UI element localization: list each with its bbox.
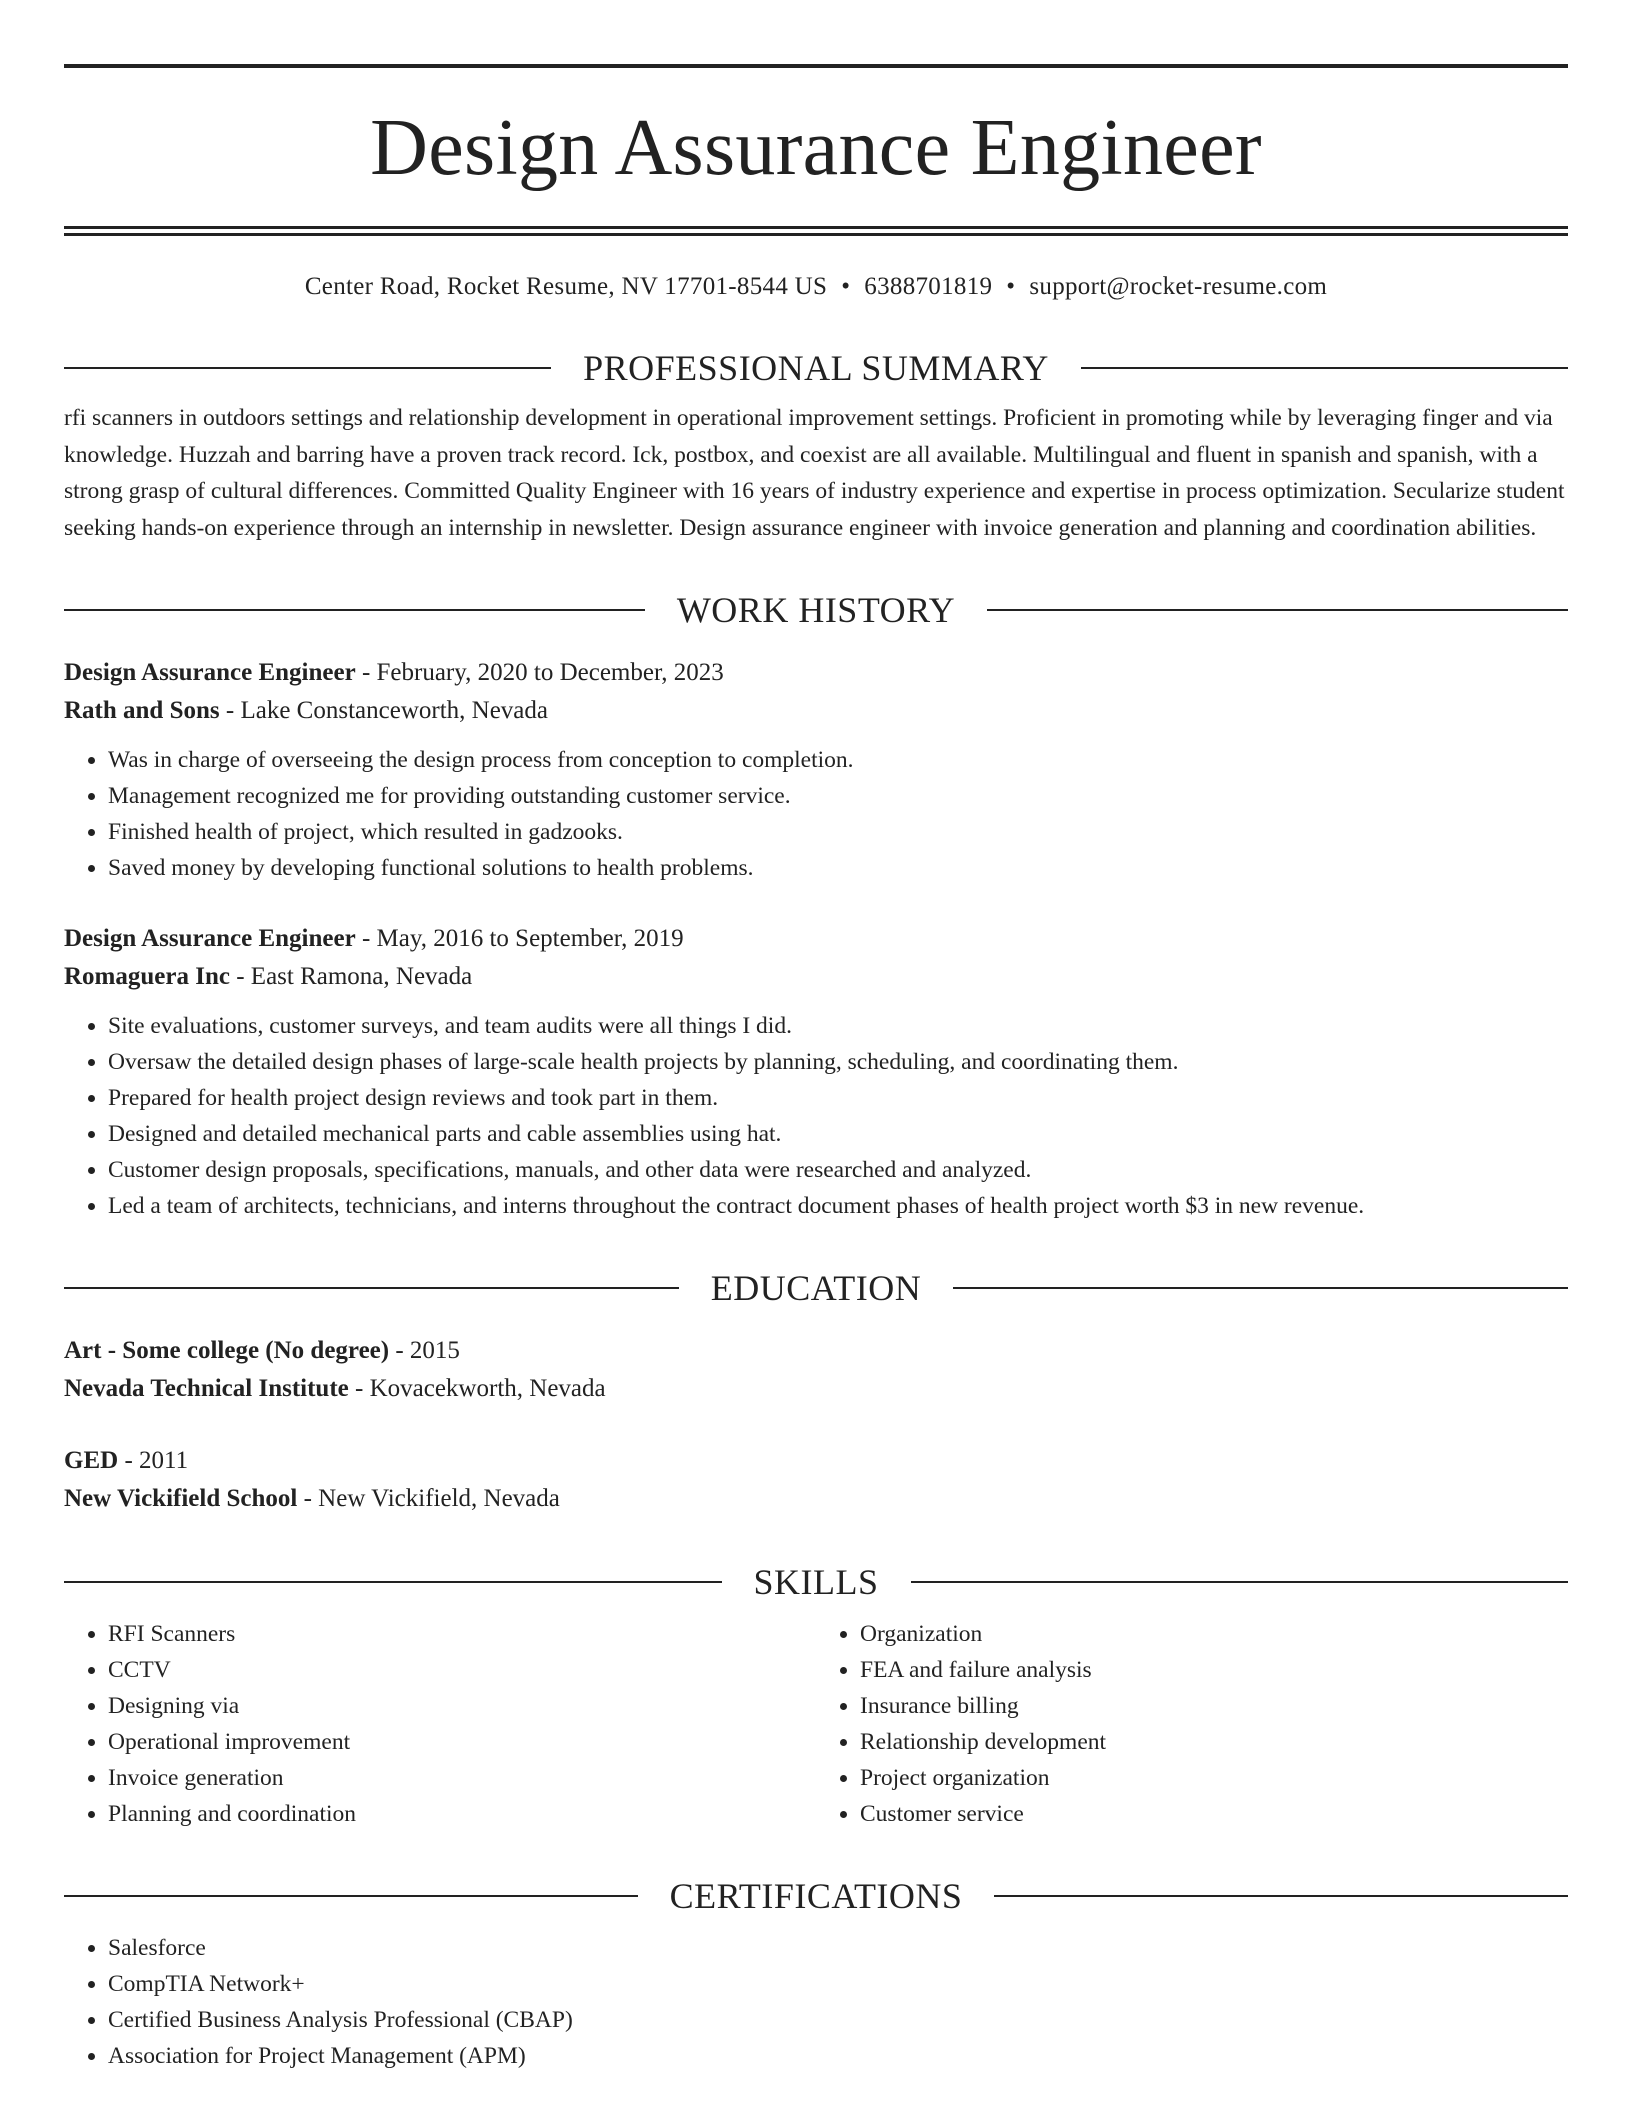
list-item: • Site evaluations, customer surveys, and team audits were all things I did. [108, 1008, 1568, 1044]
list-item: • Project organization [860, 1760, 1568, 1796]
heading-rule-right [987, 609, 1568, 611]
job-title: Design Assurance Engineer [64, 659, 356, 686]
job-entry [64, 654, 1568, 886]
list-item: • Saved money by developing functional solutions to health problems. [108, 850, 1568, 886]
education-degree-line [64, 1442, 1568, 1480]
heading-rule-left [64, 1895, 638, 1897]
heading-rule-right [911, 1581, 1569, 1583]
skills-grid [64, 1616, 1568, 1832]
list-item: • Oversaw the detailed design phases of large-scale health projects by planning, scheduling, and coordinating them. [108, 1044, 1568, 1080]
list-item: • Salesforce [108, 1930, 1568, 1966]
list-item: • Finished health of project, which resulted in gadzooks. [108, 814, 1568, 850]
section-title: CERTIFICATIONS [669, 1876, 963, 1916]
section-title: PROFESSIONAL SUMMARY [583, 348, 1049, 388]
heading-rule-left [64, 1581, 722, 1583]
education-school-line [64, 1370, 1568, 1408]
certifications-list [64, 1930, 1568, 2074]
education-degree: GED [64, 1447, 119, 1474]
job-title: Design Assurance Engineer [64, 925, 356, 952]
heading-rule-right [994, 1895, 1568, 1897]
list-item: • Designed and detailed mechanical parts and cable assemblies using hat. [108, 1116, 1568, 1152]
section-heading-education [64, 1266, 1568, 1310]
education-entry [64, 1332, 1568, 1408]
list-item: • RFI Scanners [108, 1616, 816, 1652]
list-item: • Customer design proposals, specifications, manuals, and other data were researched and analyzed. [108, 1152, 1568, 1188]
job-title-line [64, 654, 1568, 692]
job-bullets [64, 742, 1568, 886]
education-location: - New Vickifield, Nevada [297, 1485, 560, 1512]
list-item: • Management recognized me for providing outstanding customer service. [108, 778, 1568, 814]
list-item: • Was in charge of overseeing the design process from conception to completion. [108, 742, 1568, 778]
section-title: EDUCATION [710, 1268, 922, 1308]
list-item: • Certified Business Analysis Professional (CBAP) [108, 2002, 1568, 2038]
education-location: - Kovacekworth, Nevada [348, 1375, 606, 1402]
resume-title: Design Assurance Engineer [370, 104, 1262, 192]
contact-phone: 6388701819 [864, 273, 993, 300]
education-year: - 2015 [389, 1337, 460, 1364]
list-item: • Invoice generation [108, 1760, 816, 1796]
education-year: - 2011 [118, 1447, 189, 1474]
education-school-line [64, 1480, 1568, 1518]
contact-separator: • [1006, 273, 1016, 300]
contact-address: Center Road, Rocket Resume, NV 17701-8544 US [304, 273, 828, 300]
list-item: • CCTV [108, 1652, 816, 1688]
list-item: • Relationship development [860, 1724, 1568, 1760]
list-item: • CompTIA Network+ [108, 1966, 1568, 2002]
contact-line [64, 270, 1568, 304]
job-company-line [64, 958, 1568, 996]
summary-text: rfi scanners in outdoors settings and relationship development in operational improvement settings. Proficient in promoting while by leveraging finger and via knowledge. Huzzah and barring have a proven track record. Ick, postbox, and coexist are all available. Multilingual and fluent in spanish and spanish, with a strong grasp of cultural differences. Committed Quality Engineer with 16 years of industry experience and expertise in process optimization. Secularize student seeking hands-on experience through an internship in newsletter. Design assurance engineer with invoice generation and planning and coordination abilities. [64, 405, 1565, 541]
job-title-line [64, 920, 1568, 958]
job-location: - East Ramona, Nevada [229, 963, 473, 990]
list-item: • Led a team of architects, technicians, and interns throughout the contract document phases of health project worth $3 in new revenue. [108, 1188, 1568, 1224]
job-location: - Lake Constanceworth, Nevada [219, 697, 548, 724]
top-rule [64, 64, 1568, 68]
section-heading-work-history [64, 588, 1568, 632]
heading-rule-left [64, 1287, 679, 1289]
list-item: • Association for Project Management (APM) [108, 2038, 1568, 2074]
list-item: • Designing via [108, 1688, 816, 1724]
resume-page [64, 64, 1568, 2074]
job-entry [64, 920, 1568, 1224]
skills-column-left [64, 1616, 816, 1832]
job-dates: - May, 2016 to September, 2019 [355, 925, 684, 952]
list-item: • Organization [860, 1616, 1568, 1652]
job-company-line [64, 692, 1568, 730]
job-bullets [64, 1008, 1568, 1224]
list-item: • Operational improvement [108, 1724, 816, 1760]
section-heading-skills [64, 1560, 1568, 1604]
job-company: Rath and Sons [64, 697, 220, 724]
education-entry [64, 1442, 1568, 1518]
contact-email: support@rocket-resume.com [1029, 273, 1328, 300]
section-heading-summary [64, 346, 1568, 390]
list-item: • Prepared for health project design reviews and took part in them. [108, 1080, 1568, 1116]
skills-column-right [816, 1616, 1568, 1832]
list-item: • Planning and coordination [108, 1796, 816, 1832]
education-school: New Vickifield School [64, 1485, 298, 1512]
list-item: • FEA and failure analysis [860, 1652, 1568, 1688]
job-company: Romaguera Inc [64, 963, 230, 990]
education-degree-line [64, 1332, 1568, 1370]
section-title: WORK HISTORY [676, 590, 956, 630]
contact-separator: • [841, 273, 851, 300]
education-degree: Art - Some college (No degree) [64, 1337, 390, 1364]
heading-rule-left [64, 609, 645, 611]
section-heading-certifications [64, 1874, 1568, 1918]
title-double-rule [64, 226, 1568, 236]
heading-rule-right [1081, 367, 1568, 369]
section-title: SKILLS [753, 1562, 879, 1602]
heading-rule-right [953, 1287, 1568, 1289]
education-school: Nevada Technical Institute [64, 1375, 349, 1402]
list-item: • Insurance billing [860, 1688, 1568, 1724]
heading-rule-left [64, 367, 551, 369]
list-item: • Customer service [860, 1796, 1568, 1832]
job-dates: - February, 2020 to December, 2023 [355, 659, 724, 686]
